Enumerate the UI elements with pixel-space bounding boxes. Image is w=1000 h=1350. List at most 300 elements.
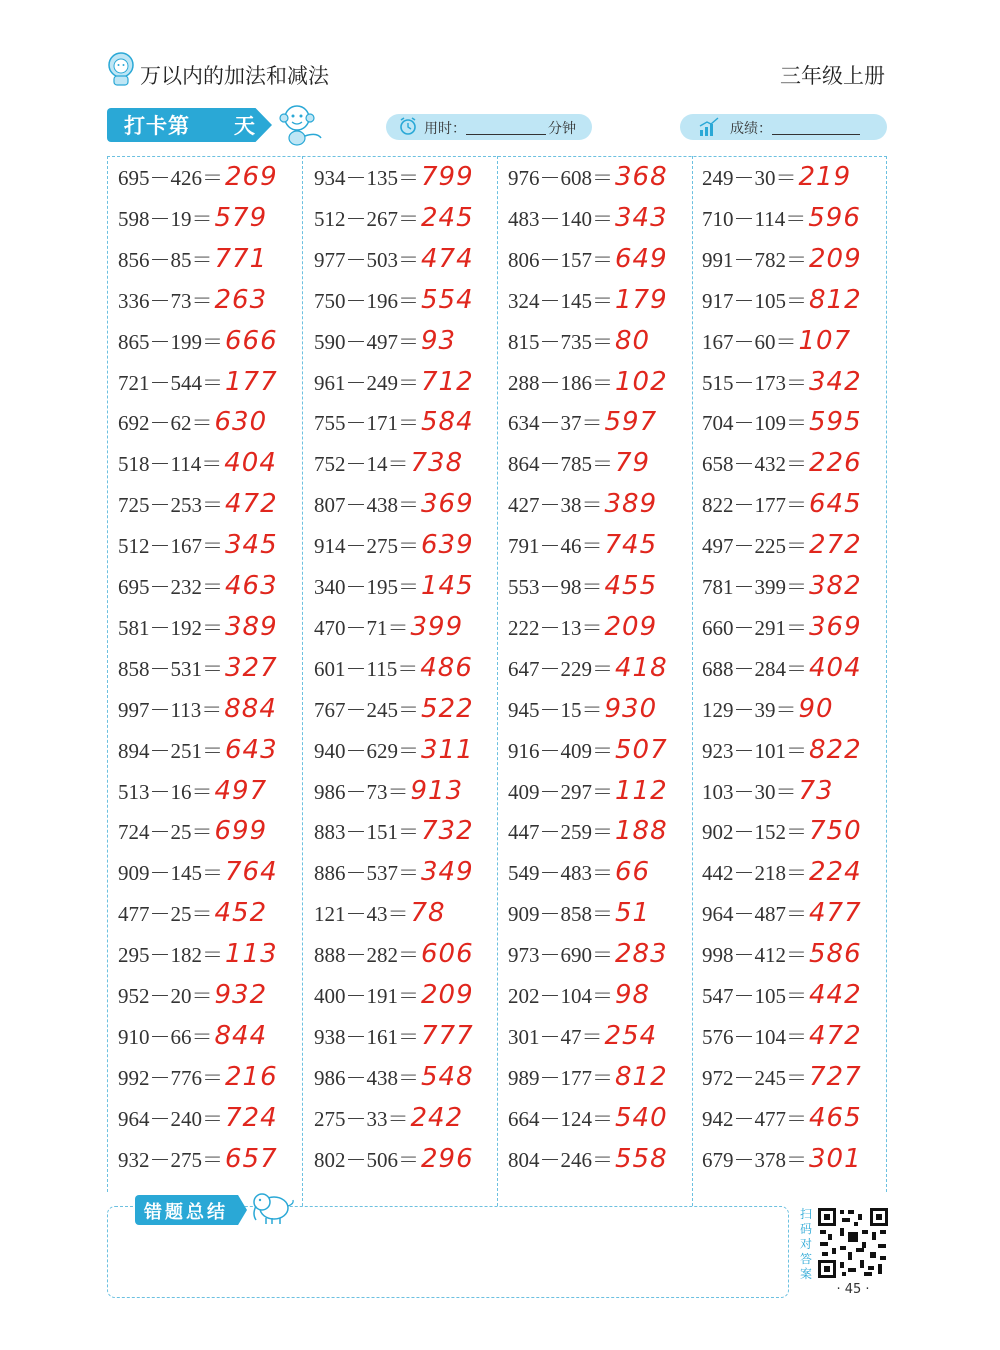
handwritten-answer[interactable]: 586 xyxy=(809,939,862,970)
problem-row xyxy=(118,162,278,196)
problem-row xyxy=(118,571,278,605)
problem-expression: 886－537＝ xyxy=(314,861,419,886)
problem-row xyxy=(314,1021,474,1055)
problem-row xyxy=(314,244,474,278)
qr-code-icon[interactable] xyxy=(818,1208,888,1278)
handwritten-answer[interactable]: 472 xyxy=(225,489,278,520)
problem-expression: 704－109＝ xyxy=(702,411,807,436)
handwritten-answer[interactable]: 777 xyxy=(421,1020,474,1051)
handwritten-answer[interactable]: 112 xyxy=(615,775,668,806)
problem-row xyxy=(118,1021,267,1055)
problem-expression: 923－101＝ xyxy=(702,738,807,763)
problem-expression: 964－487＝ xyxy=(702,902,807,927)
problem-expression: 275－33＝ xyxy=(314,1106,409,1131)
problem-expression: 752－14＝ xyxy=(314,452,409,477)
handwritten-answer[interactable]: 368 xyxy=(615,162,668,192)
mistake-summary-label: 错题总结 xyxy=(144,1202,228,1223)
problem-row xyxy=(118,448,277,482)
problem-expression: 916－409＝ xyxy=(508,738,613,763)
problem-expression: 590－497＝ xyxy=(314,329,419,354)
handwritten-answer[interactable]: 73 xyxy=(798,775,834,806)
problem-expression: 301－47＝ xyxy=(508,1024,603,1049)
problem-row xyxy=(118,367,278,401)
handwritten-answer[interactable]: 242 xyxy=(410,1102,464,1133)
problem-row xyxy=(702,1021,862,1055)
handwritten-answer[interactable]: 497 xyxy=(214,775,268,806)
problem-row xyxy=(702,816,862,850)
problem-expression: 806－157＝ xyxy=(508,247,613,272)
problem-expression: 576－104＝ xyxy=(702,1024,807,1049)
problem-row xyxy=(508,407,657,441)
problem-expression: 710－114＝ xyxy=(702,206,807,231)
problem-expression: 938－161＝ xyxy=(314,1024,419,1049)
handwritten-answer[interactable]: 107 xyxy=(798,325,852,356)
problem-row xyxy=(508,939,668,973)
handwritten-answer[interactable]: 639 xyxy=(421,530,474,561)
handwritten-answer[interactable]: 177 xyxy=(225,366,278,397)
problem-row xyxy=(702,571,862,605)
handwritten-answer[interactable]: 913 xyxy=(410,775,464,806)
problem-expression: 972－245＝ xyxy=(702,1065,807,1090)
problem-expression: 340－195＝ xyxy=(314,575,419,599)
handwritten-answer[interactable]: 209 xyxy=(809,243,862,274)
problem-row xyxy=(702,162,851,196)
problem-row xyxy=(314,735,474,769)
handwritten-answer[interactable]: 666 xyxy=(225,325,278,356)
problem-row xyxy=(118,326,278,360)
problem-expression: 679－378＝ xyxy=(702,1147,807,1172)
problem-row xyxy=(508,1021,657,1055)
problem-expression: 750－196＝ xyxy=(314,288,419,313)
problem-expression: 483－140＝ xyxy=(508,206,613,231)
handwritten-answer[interactable]: 712 xyxy=(421,366,474,397)
handwritten-answer[interactable]: 349 xyxy=(421,857,474,888)
problem-expression: 989－177＝ xyxy=(508,1065,613,1090)
handwritten-answer[interactable]: 463 xyxy=(225,571,278,601)
problem-row xyxy=(508,1062,668,1096)
handwritten-answer[interactable]: 932 xyxy=(214,980,268,1010)
handwritten-answer[interactable]: 727 xyxy=(809,1061,862,1092)
problem-row xyxy=(314,694,474,728)
problem-row xyxy=(702,939,862,973)
problem-expression: 660－291＝ xyxy=(702,615,807,640)
handwritten-answer[interactable]: 745 xyxy=(604,530,658,561)
handwritten-answer[interactable]: 301 xyxy=(809,1143,862,1174)
problem-expression: 601－115＝ xyxy=(314,656,419,681)
handwritten-answer[interactable]: 283 xyxy=(615,939,668,970)
growth-chart-icon xyxy=(698,116,720,138)
problem-row xyxy=(118,694,277,728)
problem-row xyxy=(508,285,668,319)
problem-expression: 497－225＝ xyxy=(702,534,807,559)
handwritten-answer[interactable]: 884 xyxy=(224,693,277,724)
problem-row xyxy=(118,898,267,932)
problem-expression: 658－432＝ xyxy=(702,452,807,477)
problem-row xyxy=(314,571,474,605)
punch-in-label: 打卡第 xyxy=(124,114,190,138)
handwritten-answer[interactable]: 342 xyxy=(809,366,862,397)
problem-expression: 427－38＝ xyxy=(508,493,603,518)
problem-expression: 664－124＝ xyxy=(508,1106,613,1131)
problem-row xyxy=(508,612,657,646)
problem-expression: 249－30＝ xyxy=(702,166,797,190)
handwritten-answer[interactable]: 452 xyxy=(214,898,268,929)
problem-row xyxy=(508,816,668,850)
problem-expression: 647－229＝ xyxy=(508,656,613,681)
problem-row xyxy=(702,244,862,278)
handwritten-answer[interactable]: 78 xyxy=(410,898,446,929)
problem-expression: 804－246＝ xyxy=(508,1147,613,1172)
elephant-icon xyxy=(248,1186,296,1226)
handwritten-answer[interactable]: 548 xyxy=(421,1061,474,1092)
problem-expression: 802－506＝ xyxy=(314,1147,419,1172)
problem-row xyxy=(702,735,862,769)
handwritten-answer[interactable]: 822 xyxy=(809,734,862,765)
problem-row xyxy=(314,1144,474,1178)
handwritten-answer[interactable]: 540 xyxy=(615,1102,668,1133)
problem-expression: 512－167＝ xyxy=(118,534,223,559)
handwritten-answer[interactable]: 799 xyxy=(421,162,474,192)
problem-expression: 940－629＝ xyxy=(314,738,419,763)
problem-row xyxy=(508,653,668,687)
handwritten-answer[interactable]: 645 xyxy=(809,489,862,520)
problem-row xyxy=(118,612,278,646)
unit-title: 万以内的加法和减法 xyxy=(140,64,329,88)
handwritten-answer[interactable]: 657 xyxy=(225,1143,278,1174)
handwritten-answer[interactable]: 724 xyxy=(225,1102,278,1133)
time-label: 用时： xyxy=(424,121,466,137)
problem-expression: 883－151＝ xyxy=(314,820,419,845)
problem-row xyxy=(118,1144,278,1178)
problem-row xyxy=(118,203,267,237)
handwritten-answer[interactable]: 554 xyxy=(421,284,474,315)
problem-row xyxy=(314,857,474,891)
handwritten-answer[interactable]: 389 xyxy=(604,489,658,520)
problem-row xyxy=(118,530,278,564)
problem-row xyxy=(508,735,668,769)
problem-row xyxy=(314,203,474,237)
grade-label: 三年级上册 xyxy=(780,64,885,88)
handwritten-answer[interactable]: 80 xyxy=(615,325,651,356)
problem-expression: 409－297＝ xyxy=(508,779,613,804)
problem-row xyxy=(314,448,463,482)
handwritten-answer[interactable]: 738 xyxy=(410,448,464,479)
handwritten-answer[interactable]: 145 xyxy=(421,571,474,601)
problem-expression: 909－145＝ xyxy=(118,861,223,886)
problem-row xyxy=(118,939,278,973)
handwritten-answer[interactable]: 477 xyxy=(809,898,862,929)
problem-row xyxy=(702,653,862,687)
handwritten-answer[interactable]: 486 xyxy=(420,652,473,683)
handwritten-answer[interactable]: 579 xyxy=(214,202,268,233)
problem-expression: 295－182＝ xyxy=(118,943,223,968)
handwritten-answer[interactable]: 79 xyxy=(615,448,651,479)
problem-expression: 167－60＝ xyxy=(702,329,797,354)
problem-expression: 103－30＝ xyxy=(702,779,797,804)
problem-expression: 976－608＝ xyxy=(508,166,613,190)
problem-expression: 997－113＝ xyxy=(118,697,223,722)
problem-expression: 547－105＝ xyxy=(702,984,807,1008)
problem-row xyxy=(314,326,456,360)
problem-row xyxy=(118,735,278,769)
column-divider xyxy=(302,156,303,1206)
problem-expression: 324－145＝ xyxy=(508,288,613,313)
problem-row xyxy=(508,489,657,523)
problem-row xyxy=(702,980,862,1014)
handwritten-answer[interactable]: 442 xyxy=(809,980,862,1010)
monkey-mascot-icon xyxy=(275,102,327,146)
handwritten-answer[interactable]: 699 xyxy=(214,816,268,847)
handwritten-answer[interactable]: 219 xyxy=(798,162,852,192)
handwritten-answer[interactable]: 209 xyxy=(421,980,474,1010)
handwritten-answer[interactable]: 930 xyxy=(604,693,658,724)
problem-row xyxy=(702,1062,862,1096)
problem-expression: 477－25＝ xyxy=(118,902,213,927)
score-label: 成绩： xyxy=(730,121,772,137)
handwritten-answer[interactable]: 507 xyxy=(615,734,668,765)
handwritten-answer[interactable]: 606 xyxy=(421,939,474,970)
problem-row xyxy=(314,530,474,564)
problem-expression: 781－399＝ xyxy=(702,575,807,599)
problem-row xyxy=(314,939,474,973)
problem-expression: 725－253＝ xyxy=(118,493,223,518)
handwritten-answer[interactable]: 245 xyxy=(421,202,474,233)
time-input-line[interactable] xyxy=(466,134,546,135)
problem-expression: 767－245＝ xyxy=(314,697,419,722)
handwritten-answer[interactable]: 844 xyxy=(214,1020,268,1051)
problem-expression: 865－199＝ xyxy=(118,329,223,354)
handwritten-answer[interactable]: 98 xyxy=(615,980,651,1010)
handwritten-answer[interactable]: 764 xyxy=(225,857,278,888)
handwritten-answer[interactable]: 465 xyxy=(809,1102,862,1133)
problem-row xyxy=(508,367,668,401)
problem-row xyxy=(314,489,474,523)
problem-expression: 815－735＝ xyxy=(508,329,613,354)
problem-expression: 400－191＝ xyxy=(314,984,419,1008)
problem-row xyxy=(118,776,267,810)
problem-row xyxy=(314,407,474,441)
problem-expression: 288－186＝ xyxy=(508,370,613,395)
problem-row xyxy=(702,448,862,482)
problem-row xyxy=(702,530,862,564)
problem-expression: 688－284＝ xyxy=(702,656,807,681)
handwritten-answer[interactable]: 382 xyxy=(809,571,862,601)
problem-row xyxy=(314,980,474,1014)
score-input-line[interactable] xyxy=(772,134,860,135)
problem-expression: 894－251＝ xyxy=(118,738,223,763)
handwritten-answer[interactable]: 311 xyxy=(421,734,474,765)
problem-row xyxy=(118,1062,278,1096)
problem-row xyxy=(118,980,267,1014)
handwritten-answer[interactable]: 51 xyxy=(615,898,651,929)
problem-row xyxy=(508,203,668,237)
problem-row xyxy=(508,162,668,196)
problem-row xyxy=(508,980,650,1014)
problem-row xyxy=(508,244,668,278)
problem-row xyxy=(508,1103,668,1137)
problem-expression: 807－438＝ xyxy=(314,493,419,518)
problem-expression: 513－16＝ xyxy=(118,779,213,804)
problem-expression: 222－13＝ xyxy=(508,615,603,640)
handwritten-answer[interactable]: 90 xyxy=(798,693,834,724)
problem-expression: 952－20＝ xyxy=(118,984,213,1008)
handwritten-answer[interactable]: 345 xyxy=(225,530,278,561)
problem-expression: 470－71＝ xyxy=(314,615,409,640)
column-divider xyxy=(497,156,498,1206)
problem-expression: 864－785＝ xyxy=(508,452,613,477)
punch-in-day-label: 天 xyxy=(234,114,255,138)
handwritten-answer[interactable]: 66 xyxy=(615,857,651,888)
problem-row xyxy=(702,612,862,646)
handwritten-answer[interactable]: 812 xyxy=(615,1061,668,1092)
problem-expression: 917－105＝ xyxy=(702,288,807,313)
handwritten-answer[interactable]: 404 xyxy=(224,448,277,479)
handwritten-answer[interactable]: 649 xyxy=(615,243,668,274)
problem-expression: 822－177＝ xyxy=(702,493,807,518)
problem-row xyxy=(118,489,278,523)
problem-row xyxy=(314,285,474,319)
problem-expression: 932－275＝ xyxy=(118,1147,223,1172)
problem-row xyxy=(314,1103,463,1137)
handwritten-answer[interactable]: 596 xyxy=(808,202,861,233)
problem-expression: 910－66＝ xyxy=(118,1024,213,1049)
problem-expression: 909－858＝ xyxy=(508,902,613,927)
problem-expression: 447－259＝ xyxy=(508,820,613,845)
problem-expression: 964－240＝ xyxy=(118,1106,223,1131)
handwritten-answer[interactable]: 418 xyxy=(615,652,668,683)
problem-expression: 129－39＝ xyxy=(702,697,797,722)
handwritten-answer[interactable]: 812 xyxy=(809,284,862,315)
handwritten-answer[interactable]: 389 xyxy=(225,611,278,642)
problem-row xyxy=(508,448,650,482)
handwritten-answer[interactable]: 750 xyxy=(809,816,862,847)
handwritten-answer[interactable]: 404 xyxy=(809,652,862,683)
problem-expression: 724－25＝ xyxy=(118,820,213,845)
handwritten-answer[interactable]: 369 xyxy=(809,611,862,642)
problem-expression: 121－43＝ xyxy=(314,902,409,927)
handwritten-answer[interactable]: 522 xyxy=(421,693,474,724)
problem-expression: 934－135＝ xyxy=(314,166,419,190)
problem-expression: 695－232＝ xyxy=(118,575,223,599)
handwritten-answer[interactable]: 584 xyxy=(421,407,474,438)
handwritten-answer[interactable]: 188 xyxy=(615,816,668,847)
problem-expression: 755－171＝ xyxy=(314,411,419,436)
problem-expression: 858－531＝ xyxy=(118,656,223,681)
problem-expression: 977－503＝ xyxy=(314,247,419,272)
problem-expression: 695－426＝ xyxy=(118,166,223,190)
problem-expression: 442－218＝ xyxy=(702,861,807,886)
problem-row xyxy=(702,898,862,932)
handwritten-answer[interactable]: 216 xyxy=(225,1061,278,1092)
problem-row xyxy=(314,1062,474,1096)
handwritten-answer[interactable]: 732 xyxy=(421,816,474,847)
handwritten-answer[interactable]: 102 xyxy=(615,366,668,397)
handwritten-answer[interactable]: 209 xyxy=(604,611,658,642)
problem-row xyxy=(508,857,650,891)
problem-row xyxy=(508,530,657,564)
handwritten-answer[interactable]: 263 xyxy=(214,284,268,315)
problem-row xyxy=(314,776,463,810)
problem-expression: 973－690＝ xyxy=(508,943,613,968)
problem-expression: 992－776＝ xyxy=(118,1065,223,1090)
handwritten-answer[interactable]: 327 xyxy=(225,652,278,683)
problem-row xyxy=(702,776,834,810)
lion-logo-icon xyxy=(106,52,136,86)
handwritten-answer[interactable]: 269 xyxy=(225,162,278,192)
problem-row xyxy=(314,367,474,401)
handwritten-answer[interactable]: 113 xyxy=(225,939,278,970)
problem-row xyxy=(702,1144,862,1178)
handwritten-answer[interactable]: 643 xyxy=(225,734,278,765)
problem-row xyxy=(118,1103,278,1137)
handwritten-answer[interactable]: 771 xyxy=(214,243,268,274)
handwritten-answer[interactable]: 595 xyxy=(809,407,862,438)
problem-expression: 553－98＝ xyxy=(508,575,603,599)
handwritten-answer[interactable]: 558 xyxy=(615,1143,668,1174)
problem-expression: 945－15＝ xyxy=(508,697,603,722)
handwritten-answer[interactable]: 226 xyxy=(809,448,862,479)
problem-row xyxy=(314,816,474,850)
handwritten-answer[interactable]: 93 xyxy=(421,325,457,356)
problem-expression: 721－544＝ xyxy=(118,370,223,395)
time-unit: 分钟 xyxy=(548,121,576,137)
problem-expression: 791－46＝ xyxy=(508,534,603,559)
problem-expression: 692－62＝ xyxy=(118,411,213,436)
handwritten-answer[interactable]: 254 xyxy=(604,1020,658,1051)
problem-row xyxy=(702,285,862,319)
handwritten-answer[interactable]: 296 xyxy=(421,1143,474,1174)
problem-expression: 942－477＝ xyxy=(702,1106,807,1131)
scan-for-answers-label: 扫码对答案 xyxy=(800,1207,813,1281)
problem-expression: 986－438＝ xyxy=(314,1065,419,1090)
handwritten-answer[interactable]: 272 xyxy=(809,530,862,561)
handwritten-answer[interactable]: 455 xyxy=(604,571,658,601)
handwritten-answer[interactable]: 472 xyxy=(809,1020,862,1051)
problem-expression: 549－483＝ xyxy=(508,861,613,886)
problem-expression: 856－85＝ xyxy=(118,247,213,272)
problem-row xyxy=(314,898,446,932)
problem-row xyxy=(118,816,267,850)
problem-row xyxy=(118,244,267,278)
handwritten-answer[interactable]: 224 xyxy=(809,857,862,888)
problem-row xyxy=(118,857,278,891)
problem-expression: 598－19＝ xyxy=(118,206,213,231)
problem-expression: 914－275＝ xyxy=(314,534,419,559)
problem-row xyxy=(702,1103,862,1137)
handwritten-answer[interactable]: 343 xyxy=(615,202,668,233)
handwritten-answer[interactable]: 399 xyxy=(410,611,464,642)
problem-row xyxy=(702,407,862,441)
problem-expression: 986－73＝ xyxy=(314,779,409,804)
problem-row xyxy=(118,407,267,441)
problem-row xyxy=(702,367,862,401)
handwritten-answer[interactable]: 630 xyxy=(214,407,268,438)
problem-row xyxy=(508,326,650,360)
problem-row xyxy=(702,694,834,728)
problem-expression: 202－104＝ xyxy=(508,984,613,1008)
problem-row xyxy=(508,571,657,605)
handwritten-answer[interactable]: 369 xyxy=(421,489,474,520)
problem-row xyxy=(702,326,851,360)
problem-row xyxy=(118,653,278,687)
problem-row xyxy=(508,694,657,728)
problem-expression: 336－73＝ xyxy=(118,288,213,313)
problem-expression: 634－37＝ xyxy=(508,411,603,436)
problem-expression: 991－782＝ xyxy=(702,247,807,272)
handwritten-answer[interactable]: 474 xyxy=(421,243,474,274)
handwritten-answer[interactable]: 597 xyxy=(604,407,658,438)
handwritten-answer[interactable]: 179 xyxy=(615,284,668,315)
